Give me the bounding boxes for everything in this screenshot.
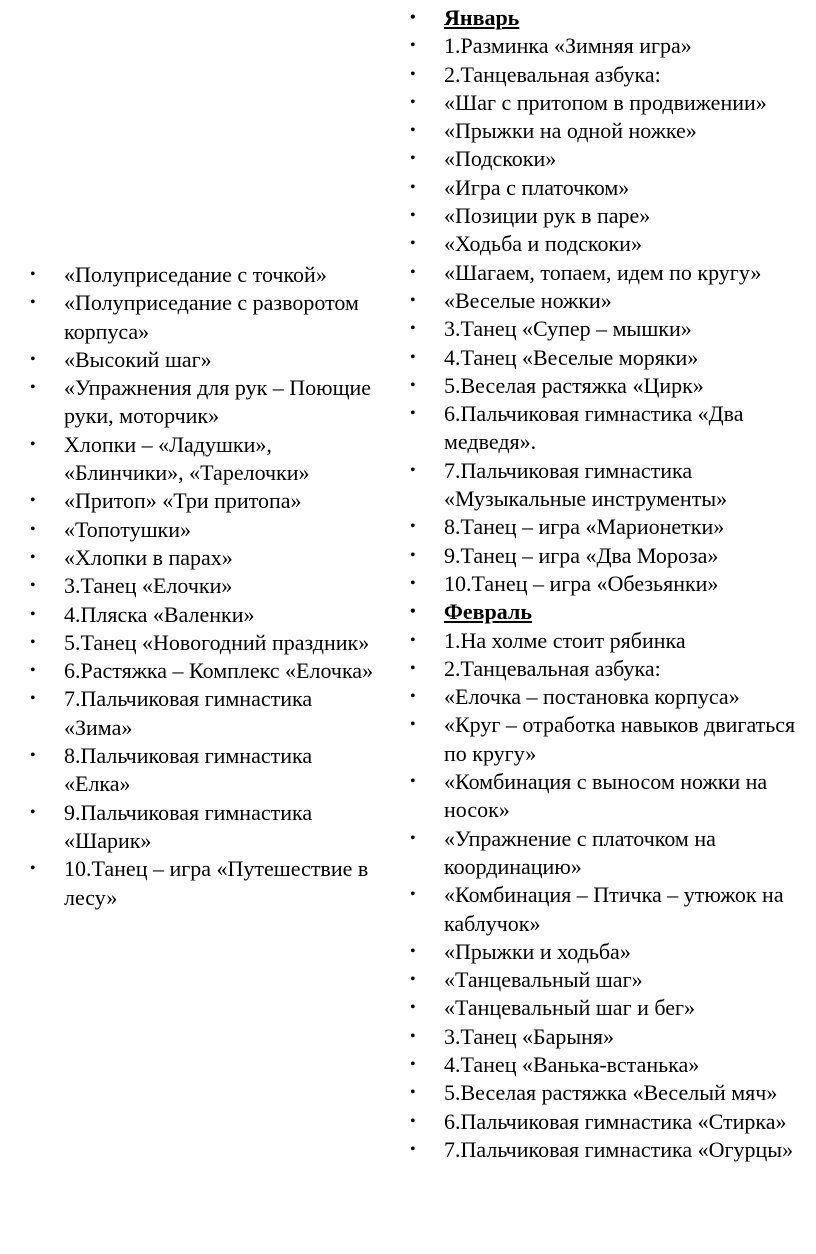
list-item: • Хлопки – «Ладушки», «Блинчики», «Тарелочки»: [29, 431, 374, 488]
list-item: • 10.Танец – игра «Обезьянки»: [409, 570, 809, 598]
list-item: • 8.Пальчиковая гимнастика «Елка»: [29, 742, 374, 799]
list-item: • 4.Танец «Ванька-встанька»: [409, 1051, 809, 1079]
list-item: • 2.Танцевальная азбука:: [409, 61, 809, 89]
list-item: • «Позиции рук в паре»: [409, 202, 809, 230]
list-item: • 6.Пальчиковая гимнастика «Два медведя».: [409, 400, 809, 457]
list-item: • «Упражнение с платочком на координацию»: [409, 825, 809, 882]
list-item: • «Упражнения для рук – Поющие руки, моторчик»: [29, 374, 374, 431]
list-item: • «Полуприседание с разворотом корпуса»: [29, 289, 374, 346]
list-item: • 6.Пальчиковая гимнастика «Стирка»: [409, 1108, 809, 1136]
list-item: • 3.Танец «Елочки»: [29, 572, 374, 600]
list-item: • «Прыжки и ходьба»: [409, 938, 809, 966]
list-item: • «Елочка – постановка корпуса»: [409, 683, 809, 711]
list-item: • «Притоп» «Три притопа»: [29, 487, 374, 515]
list-item: • «Танцевальный шаг»: [409, 966, 809, 994]
month-heading: • Январь: [409, 4, 809, 32]
list-item: • «Игра с платочком»: [409, 174, 809, 202]
list-item: • 4.Танец «Веселые моряки»: [409, 344, 809, 372]
list-item: • 5.Веселая растяжка «Цирк»: [409, 372, 809, 400]
list-item: • 7.Пальчиковая гимнастика «Зима»: [29, 685, 374, 742]
list-item: • 3.Танец «Барыня»: [409, 1023, 809, 1051]
left-column-list: [29, 261, 374, 912]
list-item: • 5.Танец «Новогодний праздник»: [29, 629, 374, 657]
list-item: • «Подскоки»: [409, 145, 809, 173]
list-item: • 4.Пляска «Валенки»: [29, 601, 374, 629]
list-item: • «Хлопки в парах»: [29, 544, 374, 572]
list-item: • «Комбинация с выносом ножки на носок»: [409, 768, 809, 825]
list-item: • «Круг – отработка навыков двигаться по кругу»: [409, 711, 809, 768]
list-item: • «Полуприседание с точкой»: [29, 261, 374, 289]
list-item: • «Веселые ножки»: [409, 287, 809, 315]
list-item: • 7.Пальчиковая гимнастика «Музыкальные инструменты»: [409, 457, 809, 514]
list-item: • «Высокий шаг»: [29, 346, 374, 374]
list-item: • 3.Танец «Супер – мышки»: [409, 315, 809, 343]
list-item: • 9.Танец – игра «Два Мороза»: [409, 542, 809, 570]
list-item: • «Шаг с притопом в продвижении»: [409, 89, 809, 117]
list-item: • 1.Разминка «Зимняя игра»: [409, 32, 809, 60]
list-item: • 2.Танцевальная азбука:: [409, 655, 809, 683]
list-item: • 7.Пальчиковая гимнастика «Огурцы»: [409, 1136, 809, 1164]
list-item: • «Комбинация – Птичка – утюжок на каблучок»: [409, 881, 809, 938]
list-item: • 10.Танец – игра «Путешествие в лесу»: [29, 855, 374, 912]
list-item: • «Шагаем, топаем, идем по кругу»: [409, 259, 809, 287]
list-item: • «Прыжки на одной ножке»: [409, 117, 809, 145]
list-item: • 9.Пальчиковая гимнастика «Шарик»: [29, 799, 374, 856]
list-item: • 5.Веселая растяжка «Веселый мяч»: [409, 1079, 809, 1107]
list-item: • 1.На холме стоит рябинка: [409, 627, 809, 655]
list-item: • «Топотушки»: [29, 516, 374, 544]
right-column-list: [409, 4, 809, 1164]
list-item: • 8.Танец – игра «Марионетки»: [409, 513, 809, 541]
month-heading: • Февраль: [409, 598, 809, 626]
list-item: • «Ходьба и подскоки»: [409, 230, 809, 258]
list-item: • 6.Растяжка – Комплекс «Елочка»: [29, 657, 374, 685]
list-item: • «Танцевальный шаг и бег»: [409, 994, 809, 1022]
